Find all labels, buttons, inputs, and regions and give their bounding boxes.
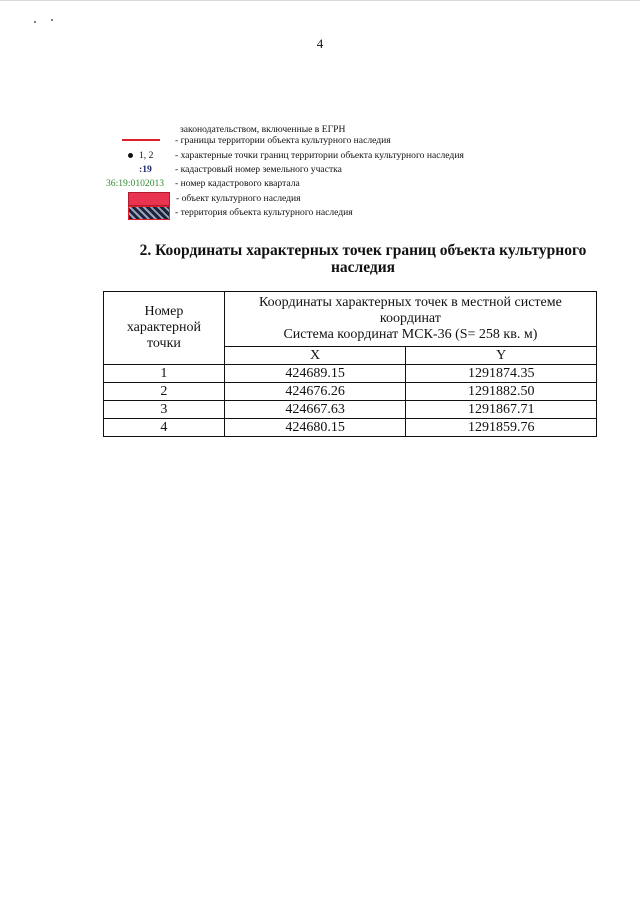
legend-item-quarter: - номер кадастрового квартала [175,178,300,189]
x-column-header: X [224,347,406,365]
table-header-row [104,292,597,347]
scan-speck [51,19,53,21]
section-heading-line1: 2. Координаты характерных точек границ объекта культурного [139,242,587,259]
boundary-line-symbol [122,139,160,141]
legend-item-parcel: - кадастровый номер земельного участка [175,164,342,175]
coordinates-table [103,291,597,437]
table-row [104,383,597,401]
point-dot-symbol [128,153,133,158]
y-cell: 1291874.35 [406,365,597,383]
point-number-cell: 4 [104,419,225,437]
legend-intro: законодательством, включенные в ЕГРН [180,124,346,135]
legend-item-boundary: - границы территории объекта культурного наследия [175,135,391,146]
coordinates-header: Координаты характерных точек в местной системе координат Система координат МСК-36 (S= 258 кв. м) [224,292,596,347]
x-cell: 424667.63 [224,401,406,419]
legend-symbol-parcel: :19 [139,164,152,175]
legend-item-points: - характерные точки границ территории объекта культурного наследия [175,150,464,161]
heritage-territory-swatch [128,206,170,220]
table-row [104,401,597,419]
table-row [104,419,597,437]
point-number-header: Номер характерной точки [104,292,225,365]
point-number-cell: 1 [104,365,225,383]
table-row [104,365,597,383]
section-heading [128,242,598,276]
legend-symbol-points: 1, 2 [139,150,154,161]
x-cell: 424680.15 [224,419,406,437]
y-cell: 1291859.76 [406,419,597,437]
legend-item-territory: - территория объекта культурного наследия [175,207,353,218]
legend-symbol-quarter: 36:19:0102013 [106,178,165,189]
point-number-cell: 3 [104,401,225,419]
legend-item-object: - объект культурного наследия [176,193,301,204]
section-heading-line2: наследия [330,259,396,276]
y-cell: 1291882.50 [406,383,597,401]
page-number: 4 [316,36,324,51]
scan-speck [34,21,36,23]
x-cell: 424689.15 [224,365,406,383]
y-column-header: Y [406,347,597,365]
x-cell: 424676.26 [224,383,406,401]
point-number-cell: 2 [104,383,225,401]
y-cell: 1291867.71 [406,401,597,419]
page-top-edge [0,0,640,1]
heritage-object-swatch [128,192,170,206]
